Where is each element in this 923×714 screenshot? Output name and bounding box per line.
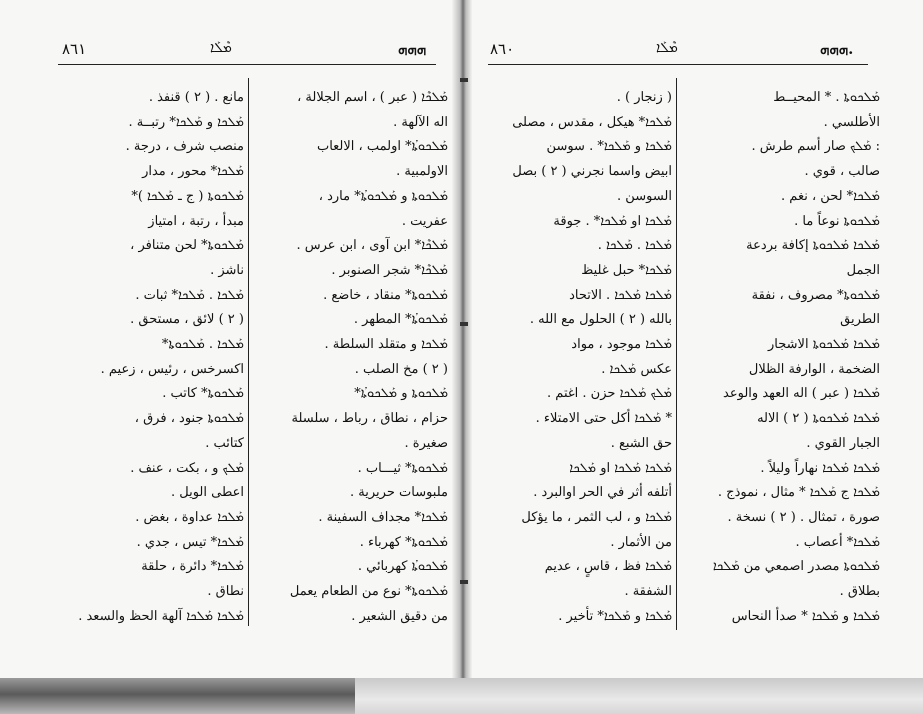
entry-line: ܡܰܠܟܐ* دائرة ، حلقة	[141, 559, 244, 575]
entry-line: اكسرخس ، رئيس ، زعيم .	[100, 361, 244, 377]
entry-line: ملبوسات حريرية .	[350, 485, 448, 501]
entry-line: ܡܰܠܟܐ . ܡܰܠܟܐ .	[597, 238, 672, 254]
right-section-label: ܗܗܗ.	[820, 40, 854, 58]
entry-line: من دقيق الشعير .	[351, 608, 448, 624]
entry-line: ܡܰܠܟܘܬܐ جنود ، فرق ،	[134, 411, 244, 427]
entry-line: ܡܰܠܟܐ* هيكل ، مقدس ، مصلى	[512, 114, 672, 130]
entry-line: بالله ( ٢ ) الحلول مع الله .	[529, 312, 672, 328]
entry-line: ܡܰܠܟܘܬܐ مصدر اصمعي من ܡܰܠܟܐ	[712, 559, 880, 575]
entry-line: ܡܰܠܟܘܬܳܐ* اولمب ، الالعاب	[316, 139, 448, 155]
entry-line: ابيض واسما نجرني ( ٢ ) بصل	[512, 164, 672, 180]
right-column-divider	[676, 78, 677, 630]
right-page	[468, 0, 923, 680]
right-page-right-column	[680, 86, 880, 629]
right-running-title: ܡܶܠܰܐ	[656, 40, 678, 56]
left-column-divider	[248, 78, 249, 626]
entry-line: ܡܰܠܟܐ و متقلد السلطة .	[324, 337, 448, 353]
gutter-mark	[460, 322, 468, 326]
entry-line: عفريت .	[401, 213, 448, 229]
entry-line: ܡܰܠܟܐ ܡܰܠܟܐ نهاراً وليلاً .	[760, 460, 880, 476]
entry-line: ܡܰܠܟ ܡܰܠܟܐ حزن . اغتم .	[547, 386, 672, 402]
entry-line: ܡܰܠܟܐ* حبل غليظ	[581, 262, 672, 278]
entry-line: عكس ܡܰܠܟܐ .	[601, 361, 672, 377]
book-gutter	[452, 0, 472, 680]
entry-line: ܡܰܠܟܘܬܐ نوعاً ما .	[794, 213, 880, 229]
entry-line: الأطلسي .	[823, 114, 880, 130]
entry-line: ܡܰܠܟܐ و ܡܰܠܟܐ* رتبــة .	[128, 114, 244, 130]
entry-line: ܡܰܠܟܘܬܐ و ܡܰܠܟܘܬܳܐ* مارد ،	[318, 188, 448, 204]
entry-line: الطريق	[840, 312, 880, 328]
entry-line: ܡܰܠܟܶܐ* شجر الصنوبر .	[331, 262, 448, 278]
entry-line: اله الآلهة .	[393, 114, 448, 130]
entry-line: ܡܰܠܟܘܬܐ . * المحيــط	[773, 90, 880, 105]
left-page	[0, 0, 460, 680]
entry-line: ܡܰܠܟܐ ܡܰܠܟܐ آلهة الحظ والسعد .	[78, 608, 244, 624]
entry-line: ܡܰܠܟܘܬܐ* ثيـــاب .	[357, 460, 448, 476]
entry-line: ܡܰܠܟܐ* لحن ، نغم .	[781, 188, 880, 204]
entry-line: كتائب .	[205, 435, 244, 451]
entry-line: ܡܰܠܟܐ و ܡܰܠܟܐ* . سوسن	[546, 139, 672, 155]
entry-line: ܡܰܠܟܐ* مجداف السفينة .	[318, 509, 448, 525]
entry-line: ܡܰܠܟܘܬܐ* كاتب .	[162, 386, 244, 402]
right-page-number: ٨٦٠	[490, 40, 515, 58]
entry-line: ܡܰܠܟܐ . ܡܰܠܟܐ* ثبات .	[135, 287, 244, 303]
entry-line: ܡܰܠܟܘܬܐ* نوع من الطعام يعمل	[289, 584, 448, 600]
entry-line: ܡܰܠܟܐ ( عبر ) اله العهد والوعد	[723, 386, 880, 402]
entry-line: ܡܰܠܟܐ ܡܰܠܟܘܬܐ إكافة بردعة	[746, 238, 880, 254]
entry-line: ناشز .	[210, 262, 244, 278]
entry-line: ( زنجار ) .	[616, 90, 672, 105]
entry-line: حق الشبع .	[610, 435, 672, 451]
entry-line: ܡܰܠܟܘܬܐ ( ج ـ ܡܰܠܟܐ )*	[131, 188, 244, 204]
entry-line: الاولمبية .	[396, 164, 448, 180]
entry-line: ܡܰܠܟܐ موجود ، مواد	[571, 337, 672, 353]
entry-line: ܡܰܠܟܐ* محور ، مدار	[142, 164, 244, 180]
entry-line: مبدأ ، رتبة ، امتياز	[148, 213, 244, 229]
left-page-number: ٨٦١	[62, 40, 87, 58]
entry-line: الجمل	[846, 262, 880, 278]
entry-line: ܡܰܠܟܐ ܡܰܠܟܘܬܐ الاشجار	[768, 337, 880, 353]
entry-line: الجبار القوي .	[806, 435, 880, 451]
entry-line: اعطى الويل .	[170, 485, 244, 501]
entry-line: ( ٢ ) مخ الصلب .	[354, 361, 448, 377]
entry-line: الضخمة ، الوارفة الظلال	[748, 361, 880, 377]
entry-line: منصب شرف ، درجة .	[125, 139, 244, 155]
entry-line: ܡܰܠܟܐ فظ ، قاسٍ ، عديم	[544, 559, 672, 575]
right-page-left-column	[486, 86, 672, 629]
entry-line: ܡܰܠܟܶܐ* ابن آوى ، ابن عرس .	[296, 238, 448, 254]
entry-line: ܡܰܠܟܐ ܡܰܠܟܐ . الاتحاد	[569, 287, 672, 303]
entry-line: ܡܰܠܟܐ و ܡܰܠܟܐ* تأخير .	[558, 608, 672, 624]
entry-line: : ܡܰܠܟ صار أسم طرش .	[751, 139, 880, 155]
scan-bottom-highlight	[355, 678, 923, 714]
entry-line: ܡܰܠܟܘܬܐ* لحن متنافر ،	[130, 238, 244, 254]
entry-line: ܡܰܠܟܐ ܡܰܠܟܐ او ܡܰܠܟܐ	[569, 460, 672, 476]
entry-line: صالب ، قوي .	[804, 164, 880, 180]
entry-line: ܡܰܠܟܐ* تيس ، جدي .	[136, 534, 244, 550]
entry-line: ܡܰܠܟ و ، بكت ، عنف .	[130, 460, 244, 476]
left-section-label: ܗܗܗ	[398, 40, 427, 58]
entry-line: ܡܰܠܟܘܬܳܐ* المطهر .	[353, 312, 448, 328]
gutter-mark	[460, 78, 468, 82]
entry-line: ܡܰܠܟܐ . ܡܰܠܟܘܬܐ*	[161, 337, 244, 353]
entry-line: الشفقة .	[624, 584, 672, 600]
left-page-left-column	[52, 86, 244, 629]
entry-line: ܡܰܠܟܘܬܐ* كهرباء .	[359, 534, 448, 550]
entry-line: ܡܰܠܟܐ ܡܰܠܟܘܬܐ ( ٢ ) الاله	[757, 411, 880, 427]
entry-line: ܡܰܠܟܘܬܐ* منقاد ، خاضع .	[323, 287, 448, 303]
entry-line: ܡܰܠܟܐ عداوة ، بغض .	[135, 509, 244, 525]
entry-line: * ܡܰܠܟܐ أكل حتى الامتلاء .	[535, 411, 672, 427]
gutter-mark	[460, 580, 468, 584]
entry-line: صغيرة .	[404, 435, 448, 451]
entry-line: ܡܰܠܟܐ او ܡܰܠܟܐ* . جوقة	[553, 213, 672, 229]
entry-line: ܡܰܠܟܘܬܐ و ܡܰܠܟܘܬܳܐ*	[354, 386, 448, 402]
entry-line: حزام ، نطاق ، رباط ، سلسلة	[291, 411, 448, 427]
left-page-right-column	[252, 86, 448, 629]
left-header-rule	[58, 64, 436, 65]
entry-line: أتلفه أثر في الحر اوالبرد .	[533, 485, 672, 501]
entry-line: ܡܰܠܟܐ و ، لب الثمر ، ما يؤكل	[521, 509, 672, 525]
entry-line: ܡܰܠܟܐ ج ܡܰܠܟܐ * مثال ، نموذج .	[717, 485, 880, 501]
entry-line: ( ٢ ) لائق ، مستحق .	[130, 312, 244, 328]
entry-line: ܡܰܠܟܐ* أعصاب .	[795, 534, 880, 550]
entry-line: من الأثمار .	[610, 534, 672, 550]
left-running-title: ܡܶܠܰܐ	[210, 40, 232, 56]
entry-line: ܡܰܠܟܘܬܐ* مصروف ، نفقة	[751, 287, 880, 303]
entry-line: مانع . ( ٢ ) قنفذ .	[148, 90, 244, 105]
scan-bottom-edge	[0, 678, 923, 714]
entry-line: ܡܰܠܟܶܐ ( عبر ) ، اسم الجلالة ،	[297, 90, 448, 105]
right-header-rule	[488, 64, 868, 65]
entry-line: نطاق .	[207, 584, 244, 600]
entry-line: السوسن .	[617, 188, 672, 204]
entry-line: بطلاق .	[839, 584, 880, 600]
entry-line: ܡܰܠܟܘܬܳܐ كهربائي .	[357, 559, 448, 575]
entry-line: ܡܰܠܟܐ و ܡܰܠܟܐ * صدأ النحاس	[731, 608, 880, 624]
entry-line: صورة ، تمثال . ( ٢ ) نسخة .	[727, 509, 880, 525]
